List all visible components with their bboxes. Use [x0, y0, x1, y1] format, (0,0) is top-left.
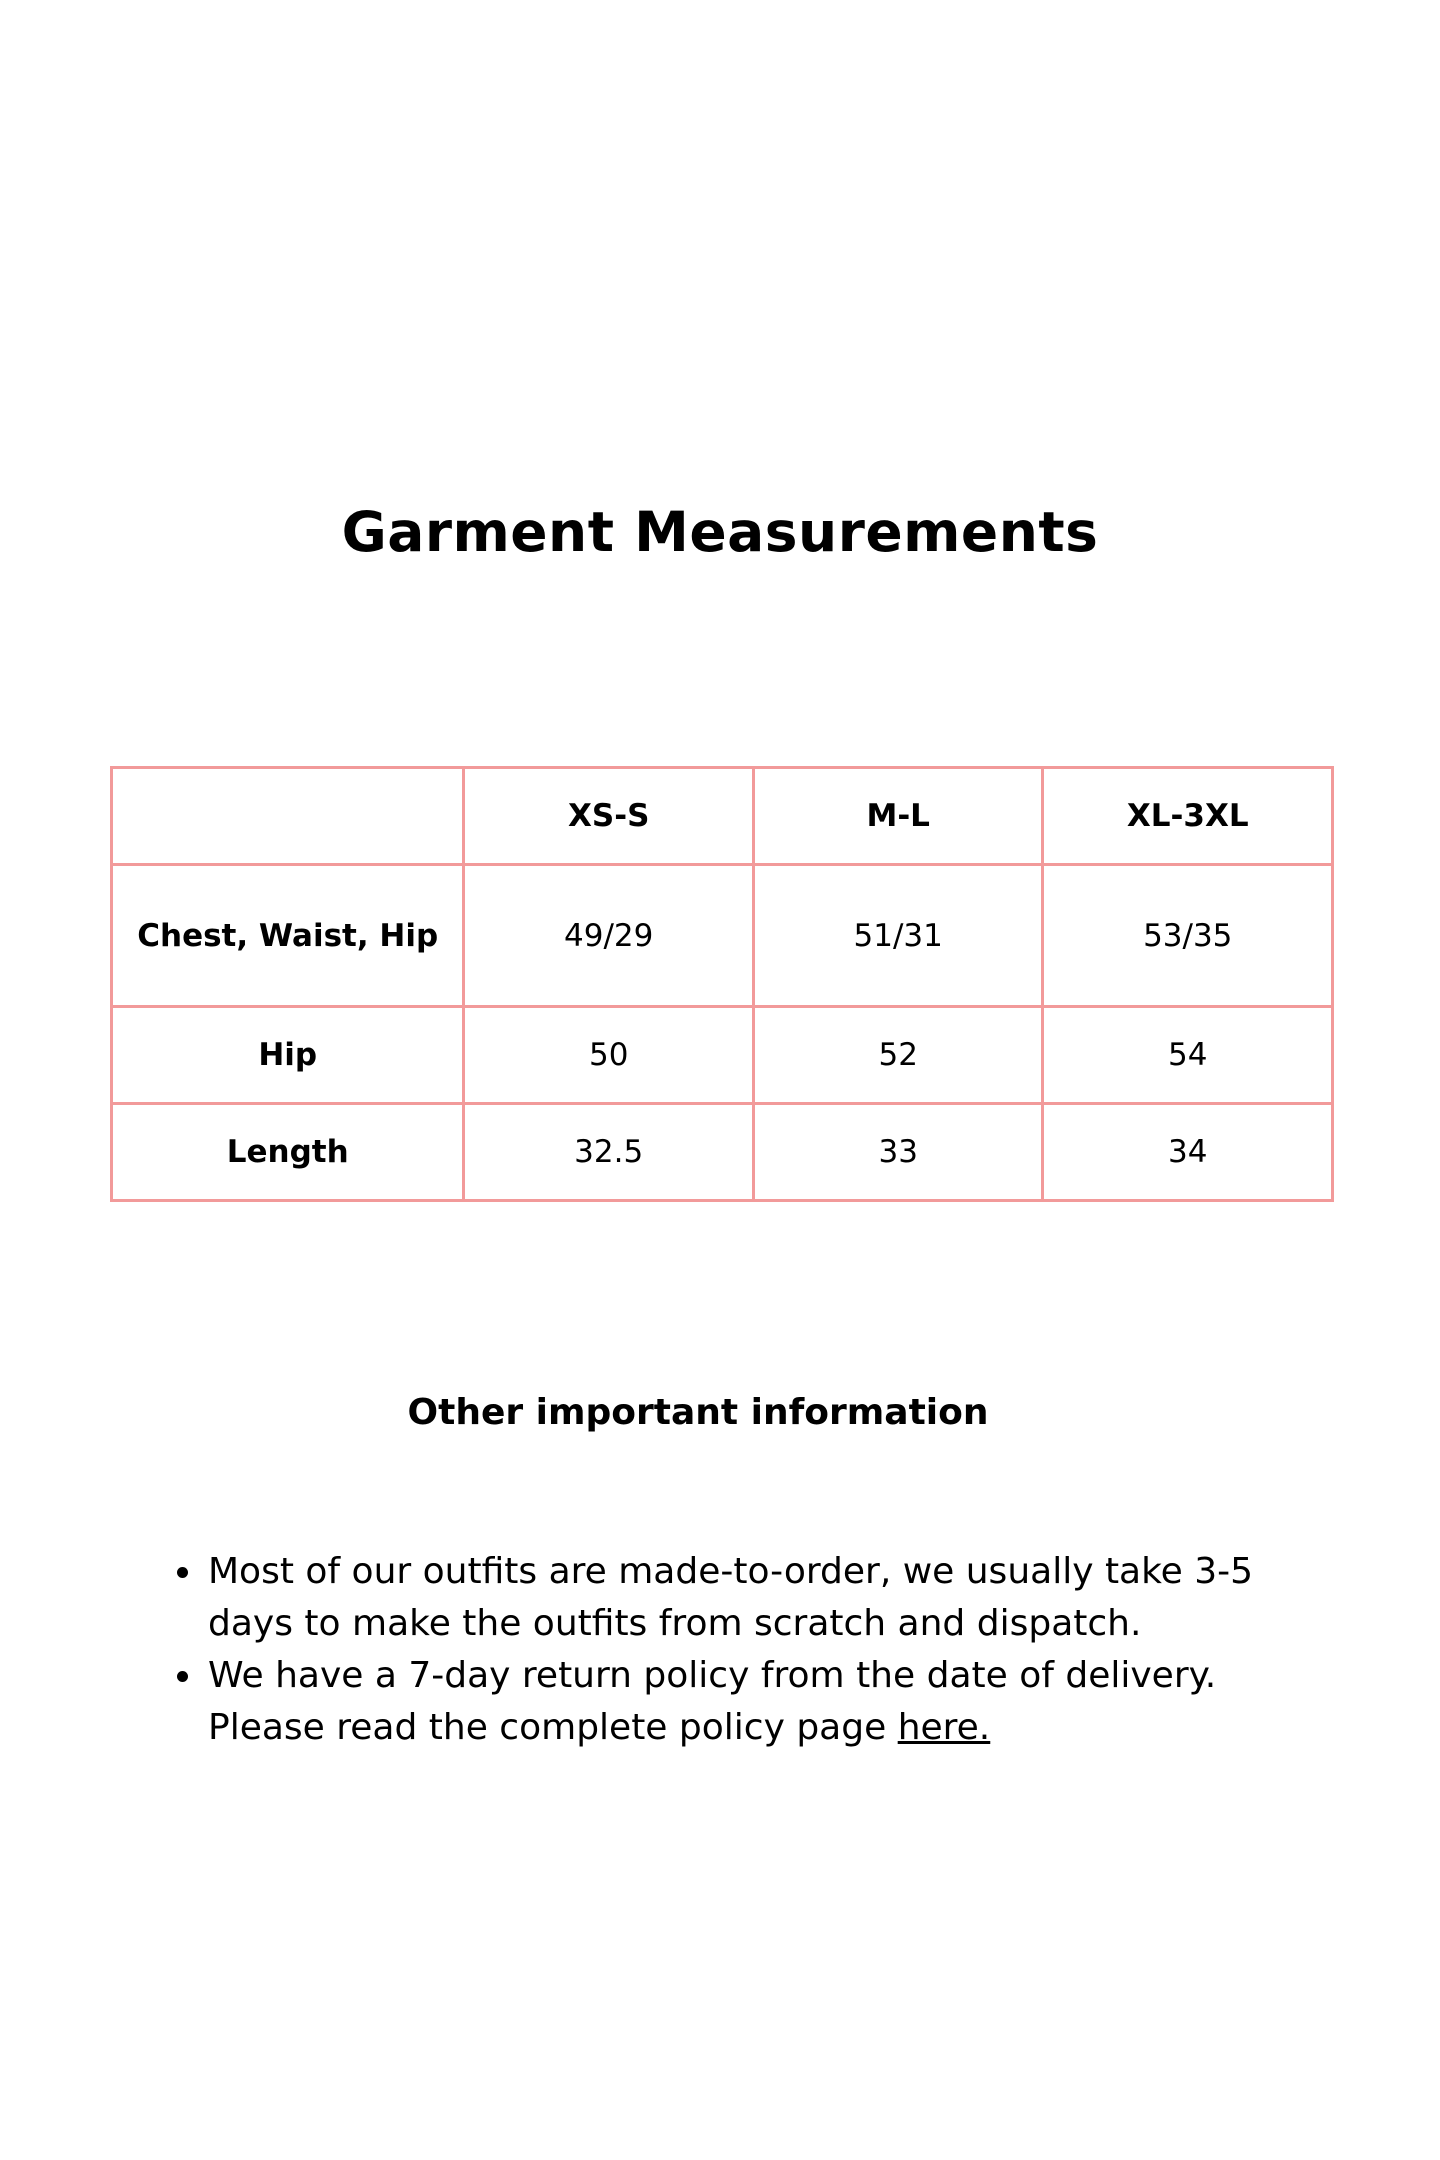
bullet-icon: [177, 1567, 188, 1578]
bullet-icon: [177, 1671, 188, 1682]
table-cell: 50: [464, 1007, 754, 1104]
size-table: [110, 766, 1334, 1202]
row-label: Hip: [112, 1007, 464, 1104]
list-item-text: Most of our outfits are made-to-order, we usually take 3-5 days to make the outfits from scratch and dispatch.: [208, 1551, 1254, 1644]
row-label: Length: [112, 1104, 464, 1201]
table-header-cell: XL-3XL: [1043, 768, 1333, 865]
table-cell: 52: [753, 1007, 1043, 1104]
list-item: [172, 1650, 1272, 1754]
list-item-text: We have a 7-day return policy from the date of delivery. Please read the complete policy page: [208, 1655, 1217, 1748]
table-cell: 49/29: [464, 865, 754, 1007]
table-header-cell: M-L: [753, 768, 1043, 865]
row-label: Chest, Waist, Hip: [112, 865, 464, 1007]
table-cell: 54: [1043, 1007, 1333, 1104]
table-row: [112, 865, 1333, 1007]
table-header-cell: XS-S: [464, 768, 754, 865]
table-cell: 33: [753, 1104, 1043, 1201]
table-header-row: [112, 768, 1333, 865]
table-cell: 53/35: [1043, 865, 1333, 1007]
table-row: [112, 1104, 1333, 1201]
info-heading: Other important information: [407, 1392, 989, 1433]
table-cell: 32.5: [464, 1104, 754, 1201]
table-cell: 51/31: [753, 865, 1043, 1007]
policy-link[interactable]: here.: [897, 1707, 991, 1748]
list-item: [172, 1546, 1272, 1650]
table-row: [112, 1007, 1333, 1104]
table-header-cell: [112, 768, 464, 865]
page-title: Garment Measurements: [341, 500, 1099, 564]
info-list: [172, 1546, 1272, 1754]
table-cell: 34: [1043, 1104, 1333, 1201]
